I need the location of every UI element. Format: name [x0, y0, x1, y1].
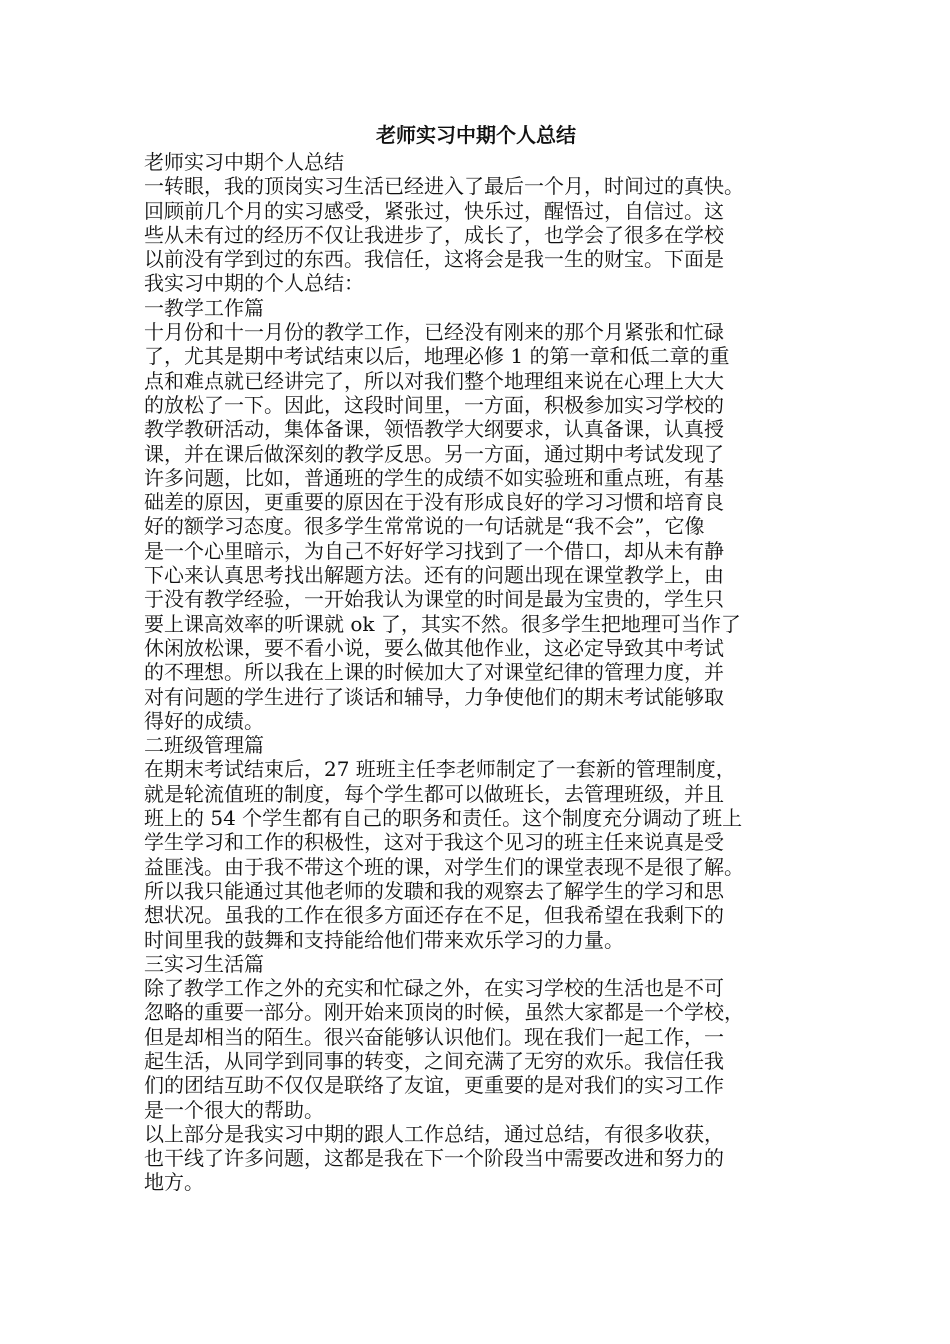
body-line: 础差的原因，更重要的原因在于没有形成良好的学习习惯和培育良	[144, 490, 724, 515]
section-heading: 一教学工作篇	[144, 295, 264, 320]
section-heading: 二班级管理篇	[144, 733, 264, 758]
body-line: 回顾前几个月的实习感受，紧张过，快乐过，醒悟过，自信过。这	[144, 198, 724, 223]
body-line: 十月份和十一月份的教学工作，已经没有刚来的那个月紧张和忙碌	[144, 320, 724, 345]
body-line: 老师实习中期个人总结	[144, 150, 344, 174]
body-line: 下心来认真思考找出解题方法。还有的问题出现在课堂教学上，由	[144, 563, 724, 588]
body-line: 的不理想。所以我在上课的时候加大了对课堂纪律的管理力度，并	[144, 660, 724, 685]
body-line: 地方。	[144, 1170, 204, 1195]
body-line: 但是却相当的陌生。很兴奋能够认识他们。现在我们一起工作，一	[144, 1024, 724, 1049]
body-line: 要上课高效率的听课就 ok 了，其实不然。很多学生把地理可当作了	[144, 611, 741, 636]
document-page	[144, 120, 808, 1195]
body-line: 好的额学习态度。很多学生常常说的一句话就是“我不会”，它像	[144, 514, 705, 539]
body-line: 是一个心里暗示，为自己不好好学习找到了一个借口，却从未有静	[144, 538, 724, 563]
body-line: 在期末考试结束后，27 班班主任李老师制定了一套新的管理制度，	[144, 757, 736, 782]
body-line: 了，尤其是期中考试结束以后，地理必修 1 的第一章和低二章的重	[144, 344, 730, 369]
document-title: 老师实习中期个人总结	[376, 123, 576, 147]
body-line: 时间里我的鼓舞和支持能给他们带来欢乐学习的力量。	[144, 927, 624, 952]
section-heading: 三实习生活篇	[144, 951, 264, 976]
body-line: 学生学习和工作的积极性，这对于我这个见习的班主任来说真是受	[144, 830, 724, 855]
body-line: 是一个很大的帮助。	[144, 1097, 324, 1122]
body-line: 教学教研活动，集体备课，领悟教学大纲要求，认真备课，认真授	[144, 417, 724, 442]
body-line: 许多问题，比如，普通班的学生的成绩不如实验班和重点班，有基	[144, 465, 724, 490]
body-line: 休闲放松课，要不看小说，要么做其他作业，这必定导致其中考试	[144, 635, 724, 660]
body-line: 也干线了许多问题，这都是我在下一个阶段当中需要改进和努力的	[144, 1146, 724, 1171]
body-line: 些从未有过的经历不仅让我进步了，成长了，也学会了很多在学校	[144, 222, 724, 247]
body-line: 于没有教学经验，一开始我认为课堂的时间是最为宝贵的，学生只	[144, 587, 724, 612]
body-line: 想状况。虽我的工作在很多方面还存在不足，但我希望在我剩下的	[144, 903, 724, 928]
body-line: 以上部分是我实习中期的跟人工作总结，通过总结，有很多收获，	[144, 1121, 724, 1146]
body-line: 除了教学工作之外的充实和忙碌之外，在实习学校的生活也是不可	[144, 976, 724, 1001]
body-line: 起生活，从同学到同事的转变，之间充满了无穷的欢乐。我信任我	[144, 1048, 724, 1073]
document-body	[144, 150, 808, 1195]
body-line: 所以我只能通过其他老师的发聩和我的观察去了解学生的学习和思	[144, 878, 724, 903]
body-line: 我实习中期的个人总结：	[144, 271, 364, 296]
body-line: 一转眼，我的顶岗实习生活已经进入了最后一个月，时间过的真快。	[144, 174, 744, 199]
body-line: 就是轮流值班的制度，每个学生都可以做班长，去管理班级，并且	[144, 781, 724, 806]
body-line: 得好的成绩。	[144, 708, 264, 733]
body-line: 课，并在课后做深刻的教学反思。另一方面，通过期中考试发现了	[144, 441, 724, 466]
body-line: 们的团结互助不仅仅是联络了友谊，更重要的是对我们的实习工作	[144, 1073, 724, 1098]
body-line: 的放松了一下。因此，这段时间里，一方面，积极参加实习学校的	[144, 392, 724, 417]
body-line: 点和难点就已经讲完了，所以对我们整个地理组来说在心理上大大	[144, 368, 724, 393]
body-line: 对有问题的学生进行了谈话和辅导，力争使他们的期末考试能够取	[144, 684, 724, 709]
body-line: 以前没有学到过的东西。我信任，这将会是我一生的财宝。下面是	[144, 247, 724, 272]
body-line: 益匪浅。由于我不带这个班的课，对学生们的课堂表现不是很了解。	[144, 854, 744, 879]
body-line: 忽略的重要一部分。刚开始来顶岗的时候，虽然大家都是一个学校，	[144, 1000, 744, 1025]
body-line: 班上的 54 个学生都有自己的职务和责任。这个制度充分调动了班上	[144, 806, 743, 831]
